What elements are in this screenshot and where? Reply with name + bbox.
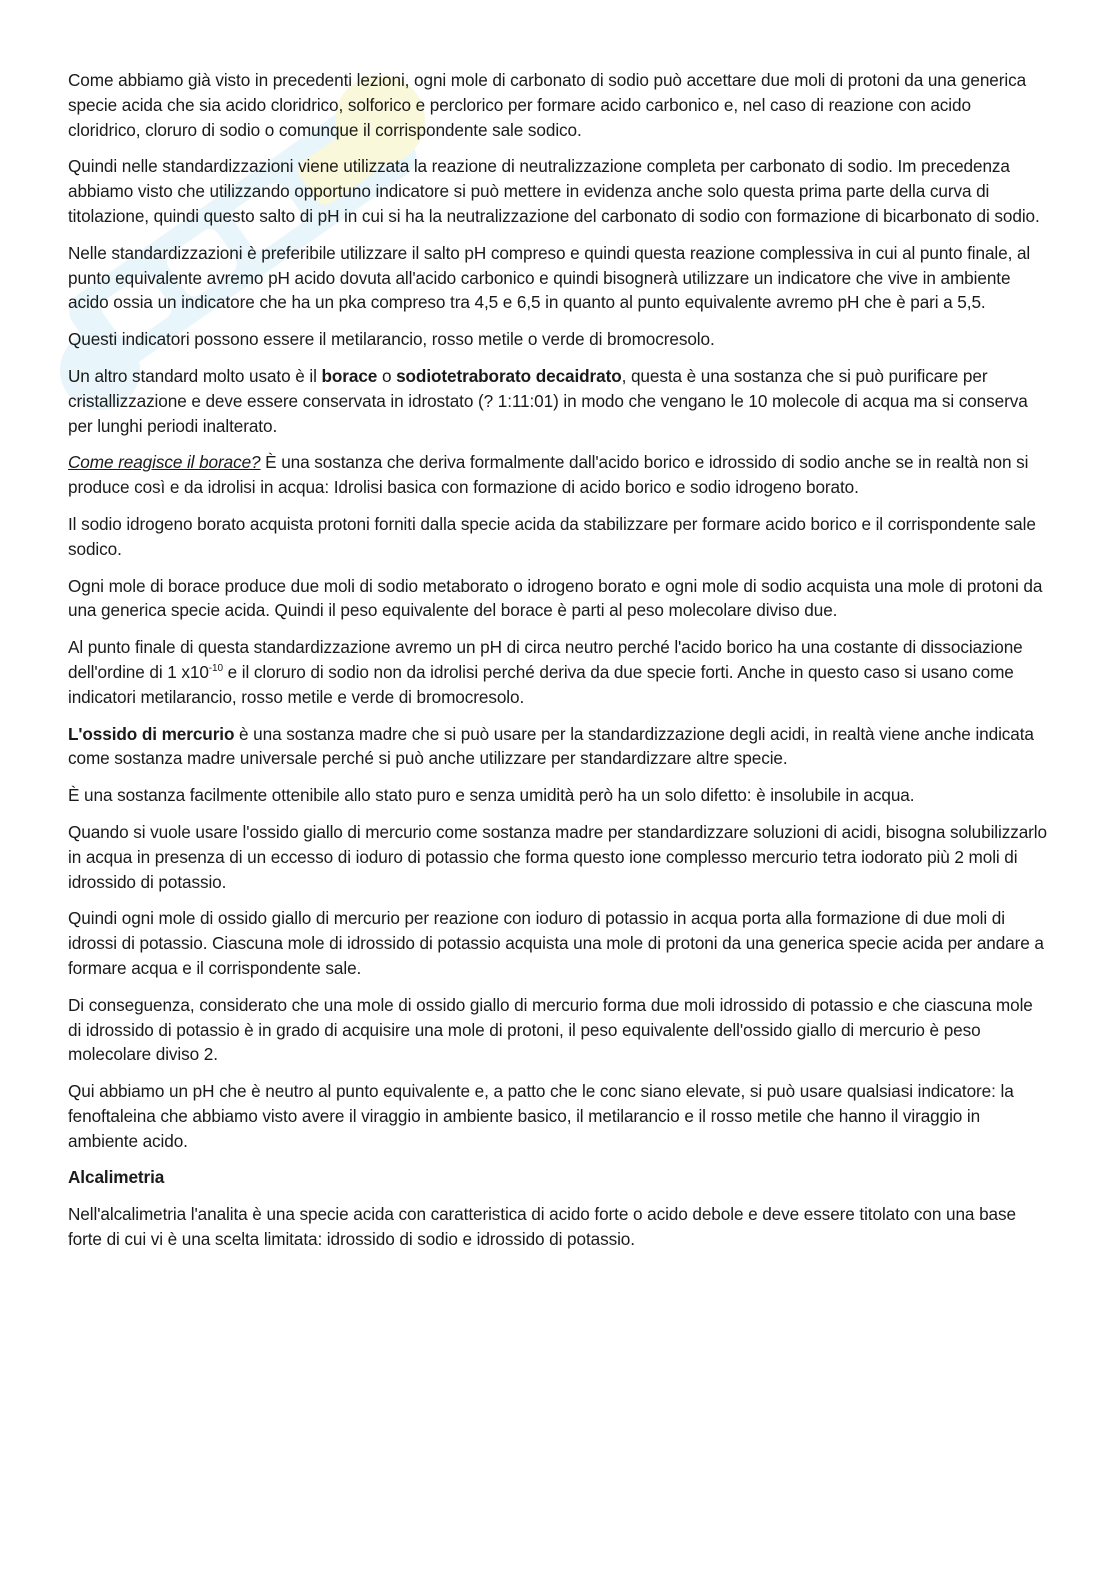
paragraph-sodio-idrogeno-borato (68, 512, 1048, 562)
text-run: , questa è una sostanza che si può purificare per cristallizzazione e deve essere conservata in idrostato (? 1:11:01) in modo che vengano le 10 molecole di acqua ma si conserva per lunghi periodi inalterato. (68, 365, 1028, 436)
paragraph-come-reagisce (68, 450, 1048, 500)
paragraph-text: Quindi ogni mole di ossido giallo di mercurio per reazione con ioduro di potassio in acqua porta alla formazione di due moli di idrossi di potassio. Ciascuna mole di idrossido di potassio acquista una mole di protoni da una generica specie acida per andare a formare acqua e il corrispondente sale. (68, 908, 1044, 978)
paragraph-punto-finale (68, 635, 1048, 709)
text-run: e il cloruro di sodio non da idrolisi perché deriva da due specie forti. Anche in questo caso si usano come indicatori metilarancio, rosso metile e verde di bromocresolo. (68, 661, 1014, 707)
paragraph-peso-equivalente-borace (68, 574, 1048, 624)
text-run: È una sostanza che deriva formalmente dall'acido borico e idrossido di sodio anche se in realtà non si produce così e da idrolisi in acqua: Idrolisi basica con formazione di acido borico e sodio idrogeno borato. (68, 452, 1029, 498)
paragraph-standardizzazioni (68, 154, 1048, 228)
bold-term-borace: borace (321, 365, 378, 386)
question-heading: Come reagisce il borace? (68, 452, 261, 473)
paragraph-alcalimetria (68, 1202, 1048, 1252)
text-run: è una sostanza madre che si può usare per la standardizzazione degli acidi, in realtà viene anche indicata come sostanza madre universale perché si può anche utilizzare per standardizzare altre specie. (68, 723, 1034, 769)
section-heading-alcalimetria (68, 1165, 1048, 1190)
paragraph-salto-ph (68, 241, 1048, 315)
bold-term-sodiotetraborato: sodiotetraborato decaidrato (396, 365, 622, 386)
paragraph-text: Nelle standardizzazioni è preferibile utilizzare il salto pH compreso e quindi questa reazione complessiva in cui al punto finale, al punto equivalente avremo pH acido dovuta all'acido carbonico e quindi bisognerà utilizzare un indicatore che vive in ambiente acido ossia un indicatore che ha un pka compreso tra 4,5 e 6,5 in quanto al punto equivalente avremo pH che è pari a 5,5. (68, 242, 1031, 313)
document-page (68, 68, 1048, 1264)
text-run: Un altro standard molto usato è il (68, 365, 322, 386)
paragraph-insolubile (68, 783, 1048, 808)
paragraph-ioduro-potassio (68, 820, 1048, 894)
paragraph-indicatori (68, 327, 1048, 352)
paragraph-text: Qui abbiamo un pH che è neutro al punto equivalente e, a patto che le conc siano elevate, si può usare qualsiasi indicatore: la fenoftaleina che abbiamo visto avere il viraggio in ambiente basico, il metilarancio e il rosso metile che hanno il viraggio in ambiente acido. (68, 1081, 1014, 1151)
paragraph-idrossi-potassio (68, 906, 1048, 980)
paragraph-text: Il sodio idrogeno borato acquista protoni forniti dalla specie acida da stabilizzare per formare acido borico e il corrispondente sale sodico. (68, 513, 1036, 559)
heading-text: Alcalimetria (68, 1167, 165, 1188)
superscript-exponent: -10 (208, 662, 223, 674)
text-run: o (377, 365, 397, 386)
paragraph-ossido-mercurio (68, 722, 1048, 772)
text-run: Al punto finale di questa standardizzazione avremo un pH di circa neutro perché l'acido borico ha una costante di dissociazione dell'ordine di 1 x10 (68, 637, 1023, 682)
paragraph-text: È una sostanza facilmente ottenibile allo stato puro e senza umidità però ha un solo difetto: è insolubile in acqua. (68, 785, 915, 806)
paragraph-text: Come abbiamo già visto in precedenti lezioni, ogni mole di carbonato di sodio può accettare due moli di protoni da una generica specie acida che sia acido cloridrico, solforico e perclorico per formare acido carbonico e, nel caso di reazione con acido cloridrico, cloruro di sodio o comunque il corrispondente sale sodico. (68, 70, 1027, 140)
bold-term-ossido-mercurio: L'ossido di mercurio (68, 723, 235, 744)
paragraph-text: Quando si vuole usare l'ossido giallo di mercurio come sostanza madre per standardizzare soluzioni di acidi, bisogna solubilizzarlo in acqua in presenza di un eccesso di ioduro di potassio che forma questo ione complesso mercurio tetra iodorato più 2 moli di idrossido di potassio. (68, 821, 1047, 892)
paragraph-di-conseguenza (68, 993, 1048, 1067)
paragraph-text: Di conseguenza, considerato che una mole di ossido giallo di mercurio forma due moli idrossido di potassio e che ciascuna mole di idrossido di potassio è in grado di acquisire una mole di protoni, il peso equivalente dell'ossido giallo di mercurio è peso molecolare diviso 2. (68, 994, 1033, 1065)
paragraph-text: Questi indicatori possono essere il metilarancio, rosso metile o verde di bromocresolo. (68, 329, 715, 350)
paragraph-text: Nell'alcalimetria l'analita è una specie acida con caratteristica di acido forte o acido debole e deve essere titolato con una base forte di cui vi è una scelta limitata: idrossido di sodio e idrossido di potassio. (68, 1204, 1016, 1250)
paragraph-ph-neutro (68, 1079, 1048, 1153)
paragraph-borace (68, 364, 1048, 438)
paragraph-text: Ogni mole di borace produce due moli di sodio metaborato o idrogeno borato e ogni mole di sodio acquista una mole di protoni da una generica specie acida. Quindi il peso equivalente del borace è parti al peso molecolare diviso due. (68, 575, 1043, 621)
paragraph-text: Quindi nelle standardizzazioni viene utilizzata la reazione di neutralizzazione completa per carbonato di sodio. Im precedenza abbiamo visto che utilizzando opportuno indicatore si può mettere in evidenza anche solo questa prima parte della curva di titolazione, quindi questo salto di pH in cui si ha la neutralizzazione del carbonato di sodio con formazione di bicarbonato di sodio. (68, 156, 1040, 226)
paragraph-carbonato (68, 68, 1048, 142)
